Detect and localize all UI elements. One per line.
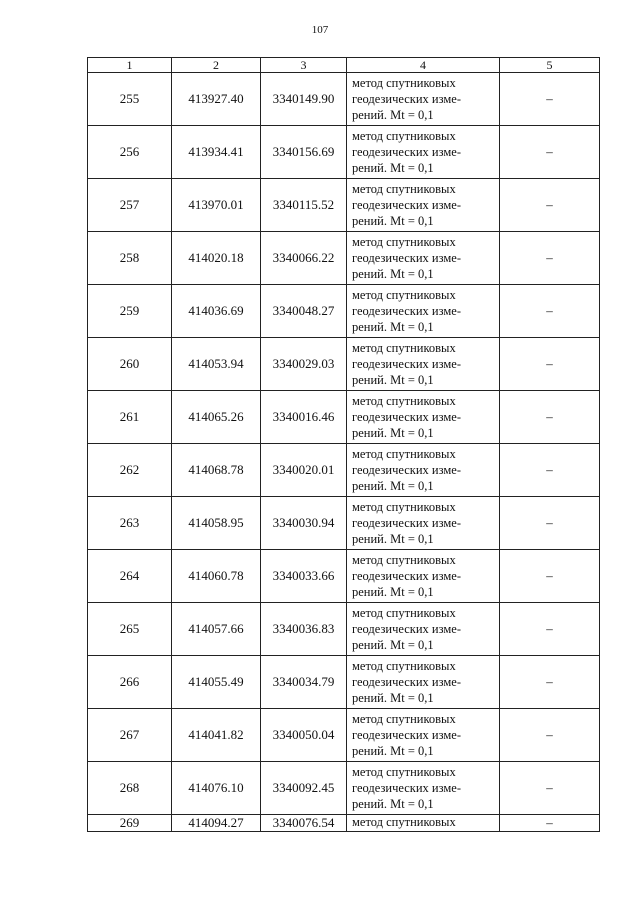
method-text: метод спутниковых [352,288,456,302]
x-coordinate-cell: 414076.10 [172,762,261,815]
point-number-cell: 257 [88,179,172,232]
note-cell: – [500,762,600,815]
point-number-cell: 256 [88,126,172,179]
note-cell: – [500,126,600,179]
x-coordinate-cell: 414055.49 [172,656,261,709]
y-coordinate-cell: 3340048.27 [261,285,347,338]
point-number-cell: 260 [88,338,172,391]
method-text: метод спутниковых [352,765,456,779]
y-coordinate-cell: 3340092.45 [261,762,347,815]
point-number-cell: 263 [88,497,172,550]
x-coordinate-cell: 414020.18 [172,232,261,285]
table-body [88,73,600,832]
table-row [88,762,600,815]
method-cell [347,762,500,815]
method-cell [347,709,500,762]
column-header-4: 4 [347,58,500,73]
y-coordinate-cell: 3340036.83 [261,603,347,656]
method-text: геодезических изме- [352,516,461,530]
y-coordinate-cell: 3340020.01 [261,444,347,497]
method-text: геодезических изме- [352,675,461,689]
column-header-5: 5 [500,58,600,73]
method-cell [347,126,500,179]
table-row [88,603,600,656]
point-number-cell: 268 [88,762,172,815]
method-cell [347,603,500,656]
method-text: геодезических изме- [352,622,461,636]
method-cell [347,391,500,444]
method-text: геодезических изме- [352,410,461,424]
table-row [88,391,600,444]
y-coordinate-cell: 3340149.90 [261,73,347,126]
point-number-cell: 262 [88,444,172,497]
method-text: геодезических изме- [352,92,461,106]
y-coordinate-cell: 3340033.66 [261,550,347,603]
y-coordinate-cell: 3340115.52 [261,179,347,232]
table-row [88,126,600,179]
note-cell: – [500,603,600,656]
method-text: рений. Mt = 0,1 [352,479,434,493]
note-cell: – [500,391,600,444]
method-cell [347,73,500,126]
method-text: метод спутниковых [352,129,456,143]
table-row [88,656,600,709]
point-number-cell: 267 [88,709,172,762]
method-text: метод спутниковых [352,235,456,249]
method-text: метод спутниковых [352,553,456,567]
table-row [88,179,600,232]
method-text: геодезических изме- [352,357,461,371]
method-text: метод спутниковых [352,76,456,90]
method-text: геодезических изме- [352,251,461,265]
x-coordinate-cell: 414068.78 [172,444,261,497]
method-text: рений. Mt = 0,1 [352,638,434,652]
method-text: рений. Mt = 0,1 [352,797,434,811]
method-cell [347,656,500,709]
note-cell: – [500,179,600,232]
note-cell: – [500,709,600,762]
method-text: рений. Mt = 0,1 [352,744,434,758]
y-coordinate-cell: 3340066.22 [261,232,347,285]
method-cell [347,550,500,603]
x-coordinate-cell: 413934.41 [172,126,261,179]
note-cell: – [500,497,600,550]
method-text: метод спутниковых [352,606,456,620]
method-text: геодезических изме- [352,781,461,795]
note-cell: – [500,73,600,126]
x-coordinate-cell: 414041.82 [172,709,261,762]
method-text: метод спутниковых [352,500,456,514]
method-cell [347,815,500,832]
table-row [88,815,600,832]
note-cell: – [500,232,600,285]
method-text: метод спутниковых [352,394,456,408]
point-number-cell: 265 [88,603,172,656]
table-row [88,73,600,126]
page-number: 107 [311,24,329,36]
method-text: геодезических изме- [352,728,461,742]
column-header-1: 1 [88,58,172,73]
x-coordinate-cell: 414060.78 [172,550,261,603]
point-number-cell: 261 [88,391,172,444]
method-text: рений. Mt = 0,1 [352,108,434,122]
method-text: метод спутниковых [352,341,456,355]
table-row [88,709,600,762]
method-cell [347,338,500,391]
x-coordinate-cell: 414094.27 [172,815,261,832]
table-row [88,232,600,285]
method-text: метод спутниковых [352,447,456,461]
x-coordinate-cell: 414058.95 [172,497,261,550]
point-number-cell: 269 [88,815,172,832]
coordinates-table [87,57,600,832]
method-text: геодезических изме- [352,198,461,212]
y-coordinate-cell: 3340076.54 [261,815,347,832]
method-cell [347,444,500,497]
x-coordinate-cell: 413970.01 [172,179,261,232]
y-coordinate-cell: 3340016.46 [261,391,347,444]
x-coordinate-cell: 414053.94 [172,338,261,391]
y-coordinate-cell: 3340029.03 [261,338,347,391]
method-text: метод спутниковых [352,182,456,196]
point-number-cell: 258 [88,232,172,285]
note-cell: – [500,550,600,603]
point-number-cell: 255 [88,73,172,126]
point-number-cell: 264 [88,550,172,603]
method-text: рений. Mt = 0,1 [352,691,434,705]
method-cell [347,497,500,550]
note-cell: – [500,815,600,832]
column-header-2: 2 [172,58,261,73]
table-row [88,444,600,497]
x-coordinate-cell: 414036.69 [172,285,261,338]
note-cell: – [500,444,600,497]
note-cell: – [500,285,600,338]
table-row [88,497,600,550]
method-text: рений. Mt = 0,1 [352,373,434,387]
note-cell: – [500,338,600,391]
method-text: метод спутниковых [352,712,456,726]
method-text: рений. Mt = 0,1 [352,532,434,546]
y-coordinate-cell: 3340050.04 [261,709,347,762]
method-text: рений. Mt = 0,1 [352,267,434,281]
table-row [88,338,600,391]
note-cell: – [500,656,600,709]
table-row [88,285,600,338]
method-cell [347,285,500,338]
method-text: геодезических изме- [352,569,461,583]
column-header-3: 3 [261,58,347,73]
x-coordinate-cell: 414057.66 [172,603,261,656]
method-cell [347,232,500,285]
x-coordinate-cell: 413927.40 [172,73,261,126]
y-coordinate-cell: 3340030.94 [261,497,347,550]
method-cell [347,179,500,232]
y-coordinate-cell: 3340034.79 [261,656,347,709]
method-text: метод спутниковых [352,815,456,829]
method-text: рений. Mt = 0,1 [352,161,434,175]
table-header-row [88,58,600,73]
method-text: рений. Mt = 0,1 [352,320,434,334]
method-text: геодезических изме- [352,304,461,318]
method-text: геодезических изме- [352,145,461,159]
point-number-cell: 259 [88,285,172,338]
method-text: рений. Mt = 0,1 [352,214,434,228]
method-text: рений. Mt = 0,1 [352,585,434,599]
method-text: метод спутниковых [352,659,456,673]
point-number-cell: 266 [88,656,172,709]
method-text: рений. Mt = 0,1 [352,426,434,440]
x-coordinate-cell: 414065.26 [172,391,261,444]
method-text: геодезических изме- [352,463,461,477]
table-row [88,550,600,603]
y-coordinate-cell: 3340156.69 [261,126,347,179]
